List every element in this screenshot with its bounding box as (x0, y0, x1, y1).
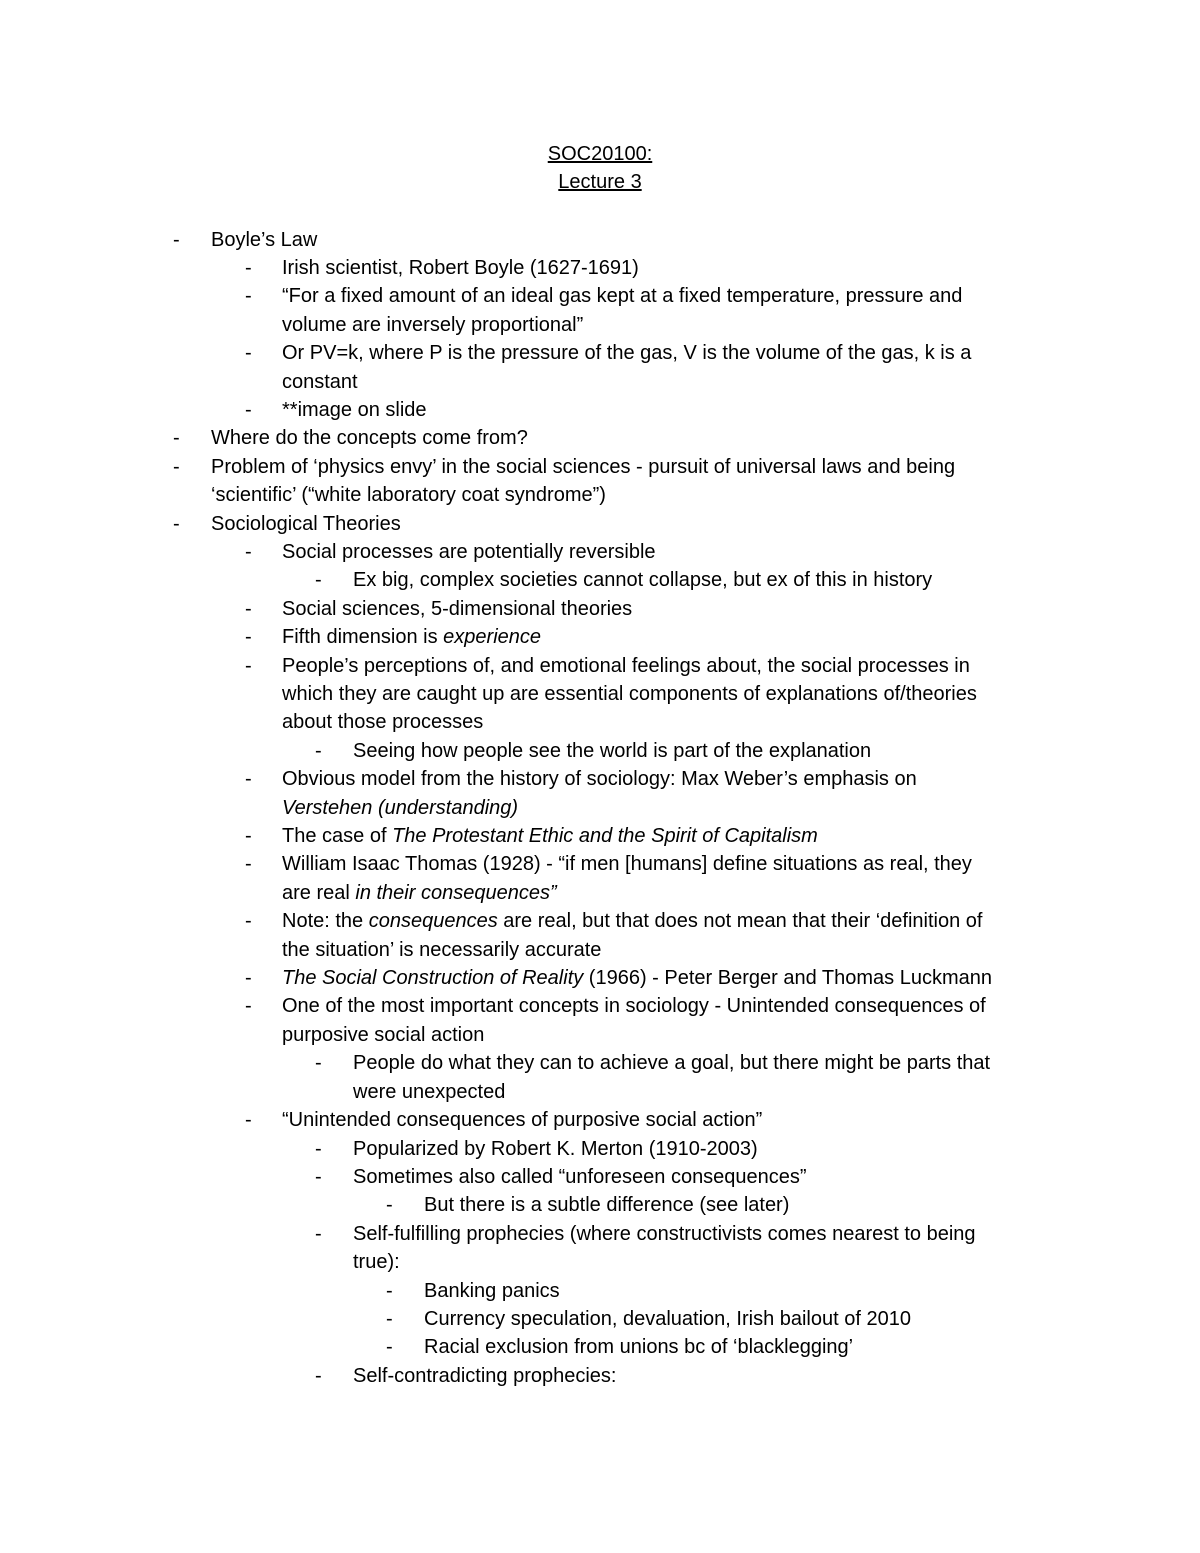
plain-text: Popularized by Robert K. Merton (1910-2003) (353, 1137, 758, 1160)
list-item-text (353, 1220, 1073, 1277)
list-item (0, 822, 1200, 850)
list-item-text (353, 1049, 1073, 1106)
plain-text: But there is a subtle difference (see later) (424, 1194, 790, 1217)
bullet-marker: - (245, 910, 252, 933)
plain-text: William Isaac Thomas (1928) - “if men [humans] define situations as real, they are real (282, 853, 972, 904)
italic-text: Verstehen (understanding) (282, 796, 519, 819)
list-item (0, 282, 1200, 339)
list-item-text (282, 623, 1082, 651)
plain-text: Sometimes also called “unforeseen consequences” (353, 1165, 807, 1188)
plain-text: Obvious model from the history of sociology: Max Weber’s emphasis on (282, 768, 917, 791)
list-item-text (282, 1106, 1082, 1134)
plain-text: Boyle’s Law (211, 228, 318, 251)
bullet-marker: - (245, 398, 252, 421)
list-item-text (282, 765, 1082, 822)
plain-text: Seeing how people see the world is part of the explanation (353, 739, 872, 762)
list-item (0, 1220, 1200, 1277)
bullet-marker: - (245, 768, 252, 791)
plain-text: People do what they can to achieve a goal, but there might be parts that were unexpected (353, 1052, 991, 1103)
list-item-text (211, 226, 1061, 254)
list-item (0, 850, 1200, 907)
list-item-text (211, 510, 1061, 538)
list-item-text (282, 396, 1082, 424)
list-item (0, 1049, 1200, 1106)
list-item-text (211, 424, 1061, 452)
bullet-marker: - (245, 256, 252, 279)
list-item-text (282, 964, 1082, 992)
plain-text: Where do the concepts come from? (211, 427, 528, 450)
plain-text: Irish scientist, Robert Boyle (1627-1691) (282, 256, 639, 279)
list-item-text (424, 1333, 1074, 1361)
bullet-marker: - (245, 285, 252, 308)
plain-text: **image on slide (282, 398, 427, 421)
italic-text: consequences (368, 910, 498, 933)
bullet-marker: - (173, 455, 180, 478)
plain-text: Note: the (282, 910, 369, 933)
list-item (0, 453, 1200, 510)
bullet-marker: - (173, 512, 180, 535)
italic-text: in their consequences” (355, 881, 557, 904)
plain-text: People’s perceptions of, and emotional feelings about, the social processes in which they are caught up are essential components of explanations of/theories about those processes (282, 654, 977, 734)
list-item-text (282, 254, 1082, 282)
list-item-text (282, 595, 1082, 623)
bullet-marker: - (386, 1279, 393, 1302)
bullet-marker: - (245, 626, 252, 649)
bullet-marker: - (315, 739, 322, 762)
list-item (0, 254, 1200, 282)
list-item (0, 737, 1200, 765)
list-item (0, 339, 1200, 396)
list-item-text (211, 453, 1061, 510)
plain-text: Banking panics (424, 1279, 560, 1302)
document-title (0, 140, 1200, 197)
bullet-marker: - (315, 1222, 322, 1245)
list-item (0, 566, 1200, 594)
list-item (0, 510, 1200, 538)
bullet-marker: - (173, 427, 180, 450)
list-item (0, 623, 1200, 651)
list-item-text (424, 1191, 1074, 1219)
plain-text: Currency speculation, devaluation, Irish bailout of 2010 (424, 1307, 911, 1330)
list-item (0, 1191, 1200, 1219)
list-item (0, 424, 1200, 452)
plain-text: “For a fixed amount of an ideal gas kept at a fixed temperature, pressure and volume are inversely proportional” (282, 285, 963, 336)
plain-text: Social sciences, 5-dimensional theories (282, 597, 633, 620)
list-item-text (282, 339, 1082, 396)
plain-text: Fifth dimension is (282, 626, 444, 649)
bullet-marker: - (173, 228, 180, 251)
list-item (0, 1106, 1200, 1134)
list-item-text (282, 538, 1082, 566)
lecture-notes-list (0, 226, 1200, 1391)
plain-text: Social processes are potentially reversible (282, 540, 656, 563)
list-item-text (353, 737, 1073, 765)
course-code-heading: SOC20100: (547, 143, 653, 165)
list-item-text (282, 907, 1082, 964)
plain-text: Self-contradicting prophecies: (353, 1364, 617, 1387)
list-item (0, 907, 1200, 964)
bullet-marker: - (245, 540, 252, 563)
list-item-text (424, 1277, 1074, 1305)
list-item-text (353, 1362, 1073, 1390)
list-item (0, 765, 1200, 822)
list-item-text (282, 992, 1082, 1049)
bullet-marker: - (245, 1109, 252, 1132)
bullet-marker: - (245, 853, 252, 876)
list-item (0, 1333, 1200, 1361)
list-item (0, 1163, 1200, 1191)
plain-text: Self-fulfilling prophecies (where constructivists comes nearest to being true): (353, 1222, 976, 1274)
list-item-text (282, 282, 1082, 339)
bullet-marker: - (245, 342, 252, 365)
list-item (0, 1277, 1200, 1305)
italic-text: The Protestant Ethic and the Spirit of Capitalism (392, 825, 818, 848)
list-item (0, 396, 1200, 424)
list-item (0, 992, 1200, 1049)
bullet-marker: - (245, 825, 252, 848)
bullet-marker: - (386, 1194, 393, 1217)
italic-text: experience (443, 626, 542, 649)
bullet-marker: - (386, 1336, 393, 1359)
list-item-text (424, 1305, 1074, 1333)
plain-text: Ex big, complex societies cannot collapse, but ex of this in history (353, 569, 933, 592)
plain-text: Racial exclusion from unions bc of ‘blacklegging’ (424, 1336, 854, 1359)
bullet-marker: - (315, 1165, 322, 1188)
list-item-text (353, 566, 1073, 594)
plain-text: are real, but that does not mean that their ‘definition of the situation’ is necessarily accurate (282, 910, 983, 961)
list-item (0, 538, 1200, 566)
list-item-text (282, 850, 1082, 907)
lecture-number-heading: Lecture 3 (558, 171, 642, 194)
plain-text: The case of (282, 825, 393, 848)
bullet-marker: - (315, 569, 322, 592)
bullet-marker: - (386, 1307, 393, 1330)
list-item (0, 1135, 1200, 1163)
list-item (0, 1305, 1200, 1333)
plain-text: Sociological Theories (211, 512, 401, 535)
bullet-marker: - (315, 1052, 322, 1075)
list-item (0, 595, 1200, 623)
list-item-text (282, 652, 1082, 737)
italic-text: The Social Construction of Reality (282, 967, 584, 990)
list-item (0, 226, 1200, 254)
list-item-text (282, 822, 1082, 850)
list-item-text (353, 1163, 1073, 1191)
list-item (0, 1362, 1200, 1390)
bullet-marker: - (315, 1364, 322, 1387)
list-item-text (353, 1135, 1073, 1163)
plain-text: Or PV=k, where P is the pressure of the gas, V is the volume of the gas, k is a constant (282, 342, 972, 393)
bullet-marker: - (245, 967, 252, 990)
plain-text: One of the most important concepts in sociology - Unintended consequences of purposive social action (282, 995, 986, 1046)
bullet-marker: - (245, 597, 252, 620)
list-item (0, 964, 1200, 992)
bullet-marker: - (315, 1137, 322, 1160)
bullet-marker: - (245, 995, 252, 1018)
plain-text: (1966) - Peter Berger and Thomas Luckmann (583, 967, 992, 990)
plain-text: Problem of ‘physics envy’ in the social sciences - pursuit of universal laws and being ‘scientific’ (“white laboratory coat syndrome”) (211, 455, 956, 507)
bullet-marker: - (245, 654, 252, 677)
list-item (0, 652, 1200, 737)
plain-text: “Unintended consequences of purposive social action” (282, 1109, 763, 1132)
